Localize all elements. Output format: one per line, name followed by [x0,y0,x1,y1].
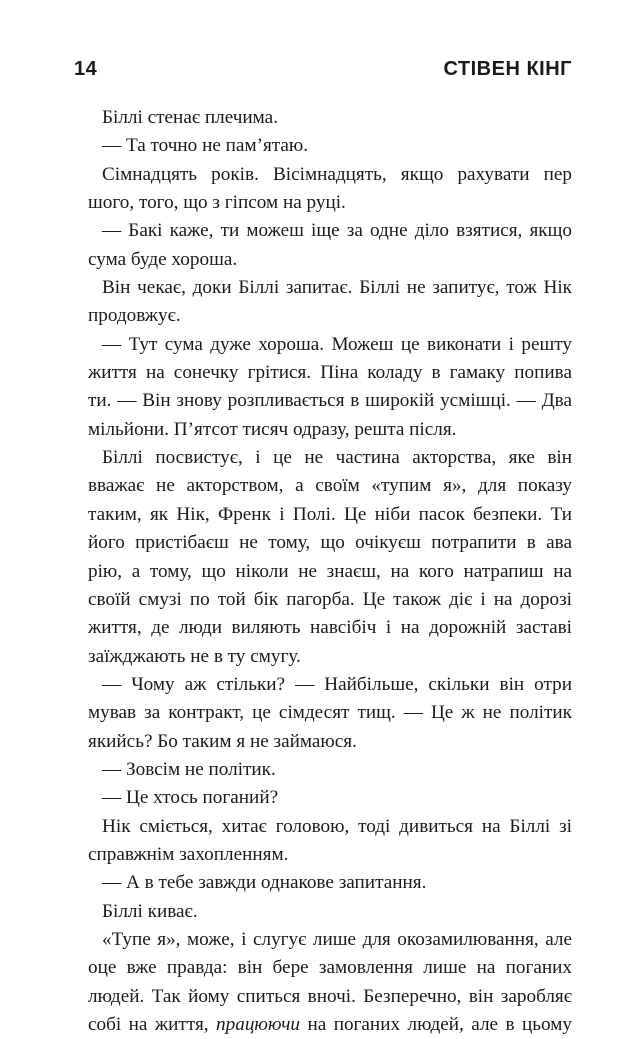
text-fragment: на поганих людей, але в цьому [299,1014,573,1035]
text-line: продовжує. [88,305,181,327]
text-line: життя на сонечку грітися. Піна коладу в гамаку попива [88,362,572,384]
text-line: своїй смузі по той бік пагорба. Це також діє і на дорозі [88,588,572,610]
text-line: сума буде хороша. [88,248,238,270]
page-header [74,58,572,86]
text-line: шого, того, що з гіпсом на руці. [88,192,346,214]
emphasized-word: працюючи [216,1014,300,1035]
text-line: справжнім захопленням. [88,843,289,865]
text-line: — Це хтось поганий? [102,787,279,809]
text-line: якийсь? Бо таким я не займаюся. [88,730,357,752]
text-fragment: собі на життя, [88,1014,217,1035]
text-line: рію, а тому, що ніколи не знаєш, на кого натрапиш на [88,560,572,582]
text-line: Біллі стенає плечима. [102,107,278,128]
text-line: — Тут сума дуже хороша. Можеш це виконати і решту [102,333,572,355]
text-line: таким, як Нік, Френк і Полі. Це ніби пасок безпеки. Ти [88,503,572,525]
text-line: — Бакі каже, ти можеш іще за одне діло взятися, якщо [102,220,572,242]
text-line: Біллі посвистує, і це не частина акторства, яке він [102,447,572,469]
text-line: Сімнадцять років. Вісімнадцять, якщо рахувати пер [102,163,572,185]
text-line: Біллі киває. [102,900,198,922]
text-line: оце вже правда: він бере замовлення лише на поганих [88,957,572,979]
text-line: Він чекає, доки Біллі запитає. Біллі не запитує, тож Нік [102,277,572,299]
text-line: «Тупе я», може, і слугує лише для окозамилювання, але [102,928,572,950]
text-line: людей. Так йому спиться вночі. Безперечно, він заробляє [88,985,572,1007]
text-line: його пристібаєш не тому, що очікуєш потрапити в ава [88,532,572,554]
text-line: Нік сміється, хитає головою, тоді дивиться на Біллі зі [102,815,572,837]
text-line: заїжджають не в ту смугу. [88,645,301,667]
text-line: мував за контракт, це сімдесят тищ. — Це ж не політик [88,702,572,724]
text-line: ти. — Він знову розпливається в широкій усмішці. — Два [88,390,572,412]
body-text [88,104,572,1039]
text-line: — Зовсім не політик. [102,758,276,780]
text-line: мільйони. П’ятсот тисяч одразу, решта після. [88,418,457,440]
page-number: 14 [74,58,98,80]
text-line: вважає не акторством, а своїм «тупим я», для показу [88,475,572,497]
text-line: — А в тебе завжди однакове запитання. [102,872,427,894]
text-line: — Чому аж стільки? — Найбільше, скільки він отри [102,673,572,695]
text-line: життя, де люди виляють навсібіч і на дорожній заставі [88,617,572,639]
running-head-author: СТІВЕН КІНГ [443,58,572,80]
text-line [88,1011,572,1039]
text-line: — Та точно не пам’ятаю. [102,135,309,157]
